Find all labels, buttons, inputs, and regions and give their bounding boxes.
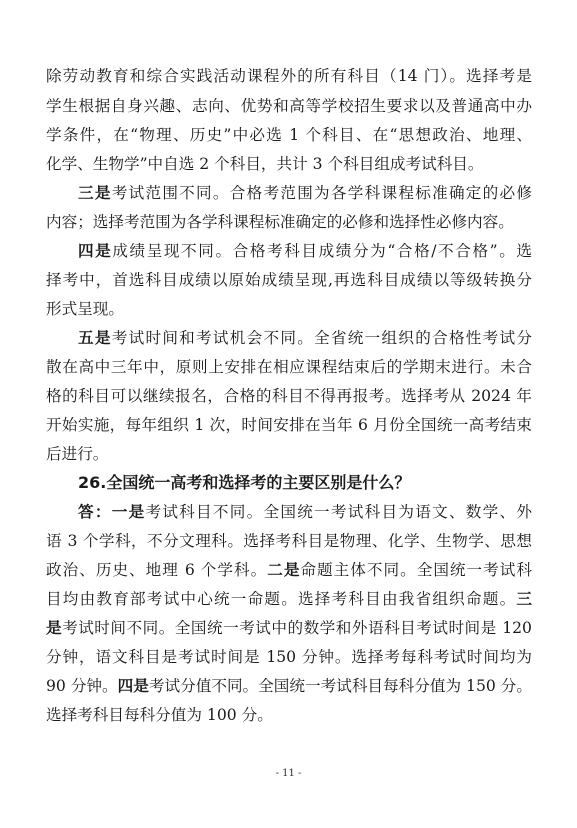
text-line: 语 3 个学科，不分文理科。选择考科目是物理、化学、生物学、思想 (46, 532, 532, 550)
text-line (46, 671, 532, 701)
text-line: 形式呈现。 (46, 300, 124, 318)
text-span: 成绩呈现不同。合格考科目成绩分为“合格/不合格”。选 (112, 242, 532, 260)
text-line: 分钟，语文科目是考试时间是 150 分钟。选择考每科考试时间均为 (46, 648, 532, 666)
point-lead: 是 (46, 619, 63, 637)
point-lead: 四是 (117, 677, 149, 695)
text-line: 学生根据自身兴趣、志向、优势和高等学校招生要求以及普通高中办 (46, 97, 532, 115)
text-line: 择考中，首选科目成绩以原始成绩呈现,再选科目成绩以等级转换分 (46, 271, 532, 289)
text-line (46, 178, 532, 208)
text-span: 考试分值不同。全国统一考试科目每科分值为 150 分。 (148, 677, 532, 695)
text-line: 后进行。 (46, 445, 109, 463)
text-line: 散在高中三年中，原则上安排在相应课程结束后的学期末进行。未合 (46, 358, 532, 376)
text-line: 学条件，在“物理、历史”中必选 1 个科目、在“思想政治、地理、 (46, 126, 532, 144)
text-line (46, 497, 532, 527)
point-lead: 五是 (78, 329, 112, 347)
text-line: 化学、生物学”中自选 2 个科目，共计 3 个科目组成考试科目。 (46, 155, 484, 173)
point-lead: 三 (516, 590, 532, 608)
point-lead: 二是 (267, 561, 301, 579)
text-span: 命题主体不同。全国统一考试科 (300, 561, 532, 579)
text-line (46, 323, 532, 353)
text-span: 考试科目不同。全国统一考试科目为语文、数学、外 (145, 503, 532, 521)
text-line (46, 613, 532, 643)
page-number: - 11 - (275, 768, 302, 779)
point-lead: 三是 (78, 184, 112, 202)
text-span: 目均由教育部考试中心统一命题。选择考科目由我省组织命题。 (46, 590, 517, 608)
answer-lead: 答：一是 (78, 503, 146, 521)
text-line (46, 584, 532, 614)
text-line: 除劳动教育和综合实践活动课程外的所有科目（14 门）。选择考是 (46, 67, 532, 85)
text-span: 政治、历史、地理 6 个学科。 (46, 561, 268, 579)
text-line: 选择考科目每科分值为 100 分。 (46, 706, 273, 724)
text-span: 考试范围不同。合格考范围为各学科课程标准确定的必修 (111, 184, 532, 202)
point-lead: 四是 (78, 242, 113, 260)
text-line: 格的科目可以继续报名，合格的科目不得再报考。选择考从 2024 年 (46, 387, 532, 405)
text-line: 开始实施，每年组织 1 次，时间安排在当年 6 月份全国统一高考结束 (46, 416, 532, 434)
text-span: 考试时间不同。全国统一考试中的数学和外语科目考试时间是 120 (62, 619, 532, 637)
text-line (46, 236, 532, 266)
text-line: 内容；选择考范围为各学科课程标准确定的必修和选择性必修内容。 (46, 213, 514, 231)
text-line (46, 555, 532, 585)
text-span: 90 分钟。 (46, 677, 118, 695)
text-span: 考试时间和考试机会不同。全省统一组织的合格性考试分 (111, 329, 532, 347)
question-heading: 26.全国统一高考和选择考的主要区别是什么？ (78, 473, 411, 492)
